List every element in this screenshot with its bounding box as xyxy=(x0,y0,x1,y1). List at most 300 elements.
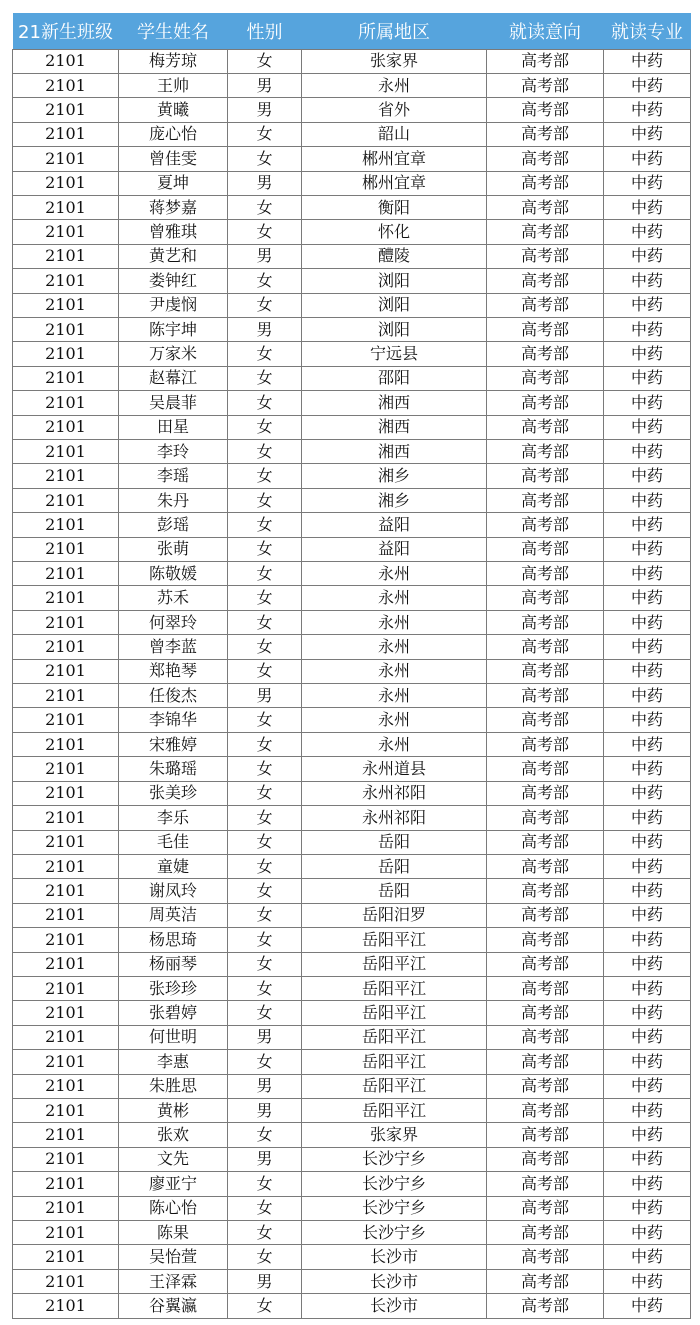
student-roster-sheet xyxy=(12,13,690,1319)
intent-cell: 高考部 xyxy=(487,293,604,317)
student-name-cell: 张珍珍 xyxy=(119,976,228,1000)
intent-cell: 高考部 xyxy=(487,1196,604,1220)
table-row xyxy=(13,147,691,171)
gender-cell: 男 xyxy=(228,1147,302,1171)
class-cell: 2101 xyxy=(13,1098,119,1122)
major-cell: 中药 xyxy=(604,122,691,146)
table-row xyxy=(13,610,691,634)
student-name-cell: 张萌 xyxy=(119,537,228,561)
table-row xyxy=(13,732,691,756)
student-name-cell: 曾雅琪 xyxy=(119,220,228,244)
region-cell: 长沙宁乡 xyxy=(302,1147,487,1171)
class-cell: 2101 xyxy=(13,659,119,683)
gender-cell: 女 xyxy=(228,635,302,659)
gender-cell: 女 xyxy=(228,440,302,464)
table-row xyxy=(13,1294,691,1318)
gender-cell: 男 xyxy=(228,171,302,195)
region-cell: 湘西 xyxy=(302,440,487,464)
student-name-cell: 何世明 xyxy=(119,1025,228,1049)
gender-cell: 女 xyxy=(228,1050,302,1074)
intent-cell: 高考部 xyxy=(487,976,604,1000)
region-cell: 永州 xyxy=(302,562,487,586)
table-row xyxy=(13,513,691,537)
class-cell: 2101 xyxy=(13,806,119,830)
gender-cell: 女 xyxy=(228,830,302,854)
class-cell: 2101 xyxy=(13,879,119,903)
gender-cell: 女 xyxy=(228,366,302,390)
class-cell: 2101 xyxy=(13,269,119,293)
table-row xyxy=(13,1221,691,1245)
major-cell: 中药 xyxy=(604,98,691,122)
region-cell: 永州祁阳 xyxy=(302,781,487,805)
intent-cell: 高考部 xyxy=(487,781,604,805)
major-cell: 中药 xyxy=(604,1025,691,1049)
region-cell: 岳阳平江 xyxy=(302,1074,487,1098)
student-name-cell: 尹虔悯 xyxy=(119,293,228,317)
gender-cell: 女 xyxy=(228,781,302,805)
class-cell: 2101 xyxy=(13,635,119,659)
major-cell: 中药 xyxy=(604,928,691,952)
intent-cell: 高考部 xyxy=(487,1050,604,1074)
intent-cell: 高考部 xyxy=(487,1147,604,1171)
student-name-cell: 李乐 xyxy=(119,806,228,830)
table-row xyxy=(13,879,691,903)
gender-cell: 女 xyxy=(228,1001,302,1025)
region-cell: 永州 xyxy=(302,732,487,756)
region-cell: 岳阳平江 xyxy=(302,928,487,952)
table-row xyxy=(13,1025,691,1049)
region-cell: 长沙宁乡 xyxy=(302,1221,487,1245)
class-cell: 2101 xyxy=(13,1294,119,1318)
student-name-cell: 陈果 xyxy=(119,1221,228,1245)
student-name-cell: 夏坤 xyxy=(119,171,228,195)
gender-cell: 女 xyxy=(228,1245,302,1269)
table-row xyxy=(13,562,691,586)
class-cell: 2101 xyxy=(13,1269,119,1293)
student-name-cell: 苏禾 xyxy=(119,586,228,610)
header-major: 就读专业 xyxy=(611,21,683,43)
intent-cell: 高考部 xyxy=(487,952,604,976)
gender-cell: 男 xyxy=(228,73,302,97)
region-cell: 永州 xyxy=(302,586,487,610)
region-cell: 浏阳 xyxy=(302,269,487,293)
class-cell: 2101 xyxy=(13,854,119,878)
student-name-cell: 张欢 xyxy=(119,1123,228,1147)
intent-cell: 高考部 xyxy=(487,1074,604,1098)
table-row xyxy=(13,195,691,219)
intent-cell: 高考部 xyxy=(487,415,604,439)
table-row xyxy=(13,635,691,659)
intent-cell: 高考部 xyxy=(487,732,604,756)
gender-cell: 女 xyxy=(228,415,302,439)
table-row xyxy=(13,1074,691,1098)
major-cell: 中药 xyxy=(604,171,691,195)
region-cell: 永州 xyxy=(302,659,487,683)
major-cell: 中药 xyxy=(604,854,691,878)
intent-cell: 高考部 xyxy=(487,635,604,659)
intent-cell: 高考部 xyxy=(487,806,604,830)
table-row xyxy=(13,171,691,195)
gender-cell: 女 xyxy=(228,122,302,146)
student-name-cell: 朱璐瑶 xyxy=(119,757,228,781)
class-cell: 2101 xyxy=(13,391,119,415)
table-row xyxy=(13,1001,691,1025)
gender-cell: 女 xyxy=(228,952,302,976)
table-row xyxy=(13,49,691,73)
region-cell: 长沙宁乡 xyxy=(302,1196,487,1220)
student-name-cell: 杨丽琴 xyxy=(119,952,228,976)
table-row xyxy=(13,659,691,683)
region-cell: 湘西 xyxy=(302,415,487,439)
table-row xyxy=(13,342,691,366)
student-name-cell: 张美珍 xyxy=(119,781,228,805)
table-row xyxy=(13,1123,691,1147)
class-cell: 2101 xyxy=(13,342,119,366)
class-cell: 2101 xyxy=(13,195,119,219)
intent-cell: 高考部 xyxy=(487,1172,604,1196)
student-name-cell: 童婕 xyxy=(119,854,228,878)
student-name-cell: 娄钟红 xyxy=(119,269,228,293)
header-intent: 就读意向 xyxy=(509,21,581,43)
table-row xyxy=(13,440,691,464)
student-name-cell: 吴怡萱 xyxy=(119,1245,228,1269)
student-name-cell: 朱胜思 xyxy=(119,1074,228,1098)
major-cell: 中药 xyxy=(604,1172,691,1196)
region-cell: 宁远县 xyxy=(302,342,487,366)
table-row xyxy=(13,952,691,976)
class-cell: 2101 xyxy=(13,1050,119,1074)
student-name-cell: 黄曦 xyxy=(119,98,228,122)
student-roster-table xyxy=(12,13,691,1319)
table-row xyxy=(13,98,691,122)
header-class: 21新生班级 xyxy=(18,21,113,43)
major-cell: 中药 xyxy=(604,732,691,756)
gender-cell: 女 xyxy=(228,854,302,878)
header-region: 所属地区 xyxy=(358,21,430,43)
table-row xyxy=(13,806,691,830)
region-cell: 张家界 xyxy=(302,49,487,73)
class-cell: 2101 xyxy=(13,317,119,341)
gender-cell: 女 xyxy=(228,1221,302,1245)
table-row xyxy=(13,976,691,1000)
intent-cell: 高考部 xyxy=(487,928,604,952)
gender-cell: 女 xyxy=(228,537,302,561)
gender-cell: 女 xyxy=(228,610,302,634)
intent-cell: 高考部 xyxy=(487,537,604,561)
header-student-name: 学生姓名 xyxy=(137,21,209,43)
student-name-cell: 杨思琦 xyxy=(119,928,228,952)
table-row xyxy=(13,366,691,390)
major-cell: 中药 xyxy=(604,635,691,659)
region-cell: 永州道县 xyxy=(302,757,487,781)
class-cell: 2101 xyxy=(13,73,119,97)
intent-cell: 高考部 xyxy=(487,391,604,415)
region-cell: 永州 xyxy=(302,684,487,708)
header-row xyxy=(13,13,691,49)
major-cell: 中药 xyxy=(604,1196,691,1220)
gender-cell: 女 xyxy=(228,879,302,903)
major-cell: 中药 xyxy=(604,244,691,268)
student-name-cell: 蒋梦嘉 xyxy=(119,195,228,219)
region-cell: 岳阳 xyxy=(302,854,487,878)
region-cell: 省外 xyxy=(302,98,487,122)
major-cell: 中药 xyxy=(604,342,691,366)
table-row xyxy=(13,244,691,268)
table-row xyxy=(13,781,691,805)
region-cell: 郴州宜章 xyxy=(302,171,487,195)
region-cell: 长沙宁乡 xyxy=(302,1172,487,1196)
intent-cell: 高考部 xyxy=(487,122,604,146)
student-name-cell: 陈宇坤 xyxy=(119,317,228,341)
student-name-cell: 谢凤玲 xyxy=(119,879,228,903)
intent-cell: 高考部 xyxy=(487,879,604,903)
gender-cell: 女 xyxy=(228,659,302,683)
table-row xyxy=(13,1269,691,1293)
major-cell: 中药 xyxy=(604,708,691,732)
major-cell: 中药 xyxy=(604,757,691,781)
student-name-cell: 李锦华 xyxy=(119,708,228,732)
region-cell: 湘乡 xyxy=(302,464,487,488)
intent-cell: 高考部 xyxy=(487,1098,604,1122)
class-cell: 2101 xyxy=(13,830,119,854)
gender-cell: 男 xyxy=(228,1269,302,1293)
table-row xyxy=(13,757,691,781)
table-row xyxy=(13,586,691,610)
table-row xyxy=(13,830,691,854)
roster-body xyxy=(13,49,691,1318)
major-cell: 中药 xyxy=(604,1123,691,1147)
gender-cell: 女 xyxy=(228,513,302,537)
major-cell: 中药 xyxy=(604,781,691,805)
major-cell: 中药 xyxy=(604,1098,691,1122)
gender-cell: 男 xyxy=(228,1074,302,1098)
gender-cell: 女 xyxy=(228,732,302,756)
class-cell: 2101 xyxy=(13,586,119,610)
table-row xyxy=(13,854,691,878)
intent-cell: 高考部 xyxy=(487,1294,604,1318)
intent-cell: 高考部 xyxy=(487,1123,604,1147)
class-cell: 2101 xyxy=(13,147,119,171)
gender-cell: 女 xyxy=(228,708,302,732)
class-cell: 2101 xyxy=(13,610,119,634)
intent-cell: 高考部 xyxy=(487,708,604,732)
student-name-cell: 吴晨菲 xyxy=(119,391,228,415)
class-cell: 2101 xyxy=(13,684,119,708)
intent-cell: 高考部 xyxy=(487,854,604,878)
major-cell: 中药 xyxy=(604,1147,691,1171)
major-cell: 中药 xyxy=(604,659,691,683)
region-cell: 长沙市 xyxy=(302,1294,487,1318)
gender-cell: 男 xyxy=(228,244,302,268)
major-cell: 中药 xyxy=(604,293,691,317)
class-cell: 2101 xyxy=(13,513,119,537)
intent-cell: 高考部 xyxy=(487,1245,604,1269)
major-cell: 中药 xyxy=(604,537,691,561)
intent-cell: 高考部 xyxy=(487,1221,604,1245)
student-name-cell: 谷翼瀛 xyxy=(119,1294,228,1318)
gender-cell: 女 xyxy=(228,928,302,952)
major-cell: 中药 xyxy=(604,1221,691,1245)
class-cell: 2101 xyxy=(13,903,119,927)
class-cell: 2101 xyxy=(13,220,119,244)
major-cell: 中药 xyxy=(604,1001,691,1025)
student-name-cell: 李瑶 xyxy=(119,464,228,488)
region-cell: 怀化 xyxy=(302,220,487,244)
major-cell: 中药 xyxy=(604,903,691,927)
region-cell: 张家界 xyxy=(302,1123,487,1147)
class-cell: 2101 xyxy=(13,928,119,952)
class-cell: 2101 xyxy=(13,1123,119,1147)
intent-cell: 高考部 xyxy=(487,98,604,122)
student-name-cell: 曾佳雯 xyxy=(119,147,228,171)
class-cell: 2101 xyxy=(13,1196,119,1220)
class-cell: 2101 xyxy=(13,366,119,390)
student-name-cell: 李惠 xyxy=(119,1050,228,1074)
major-cell: 中药 xyxy=(604,220,691,244)
intent-cell: 高考部 xyxy=(487,830,604,854)
region-cell: 岳阳汨罗 xyxy=(302,903,487,927)
student-name-cell: 何翠玲 xyxy=(119,610,228,634)
table-row xyxy=(13,220,691,244)
intent-cell: 高考部 xyxy=(487,659,604,683)
table-row xyxy=(13,1245,691,1269)
major-cell: 中药 xyxy=(604,806,691,830)
region-cell: 益阳 xyxy=(302,537,487,561)
region-cell: 韶山 xyxy=(302,122,487,146)
intent-cell: 高考部 xyxy=(487,1001,604,1025)
student-name-cell: 黄彬 xyxy=(119,1098,228,1122)
gender-cell: 男 xyxy=(228,1098,302,1122)
intent-cell: 高考部 xyxy=(487,440,604,464)
intent-cell: 高考部 xyxy=(487,49,604,73)
region-cell: 岳阳平江 xyxy=(302,952,487,976)
class-cell: 2101 xyxy=(13,1172,119,1196)
gender-cell: 女 xyxy=(228,586,302,610)
major-cell: 中药 xyxy=(604,586,691,610)
table-row xyxy=(13,537,691,561)
major-cell: 中药 xyxy=(604,147,691,171)
intent-cell: 高考部 xyxy=(487,269,604,293)
major-cell: 中药 xyxy=(604,464,691,488)
region-cell: 岳阳 xyxy=(302,879,487,903)
class-cell: 2101 xyxy=(13,464,119,488)
student-name-cell: 王帅 xyxy=(119,73,228,97)
intent-cell: 高考部 xyxy=(487,171,604,195)
gender-cell: 女 xyxy=(228,976,302,1000)
major-cell: 中药 xyxy=(604,610,691,634)
class-cell: 2101 xyxy=(13,1074,119,1098)
intent-cell: 高考部 xyxy=(487,562,604,586)
major-cell: 中药 xyxy=(604,488,691,512)
major-cell: 中药 xyxy=(604,684,691,708)
class-cell: 2101 xyxy=(13,1025,119,1049)
major-cell: 中药 xyxy=(604,1269,691,1293)
gender-cell: 男 xyxy=(228,98,302,122)
student-name-cell: 李玲 xyxy=(119,440,228,464)
gender-cell: 女 xyxy=(228,1294,302,1318)
table-row xyxy=(13,928,691,952)
region-cell: 永州 xyxy=(302,73,487,97)
intent-cell: 高考部 xyxy=(487,342,604,366)
table-row xyxy=(13,415,691,439)
gender-cell: 女 xyxy=(228,293,302,317)
major-cell: 中药 xyxy=(604,366,691,390)
class-cell: 2101 xyxy=(13,1147,119,1171)
intent-cell: 高考部 xyxy=(487,147,604,171)
gender-cell: 女 xyxy=(228,342,302,366)
major-cell: 中药 xyxy=(604,1074,691,1098)
class-cell: 2101 xyxy=(13,952,119,976)
table-row xyxy=(13,317,691,341)
student-name-cell: 庞心怡 xyxy=(119,122,228,146)
table-row xyxy=(13,1196,691,1220)
intent-cell: 高考部 xyxy=(487,366,604,390)
table-row xyxy=(13,464,691,488)
class-cell: 2101 xyxy=(13,171,119,195)
gender-cell: 女 xyxy=(228,1172,302,1196)
class-cell: 2101 xyxy=(13,415,119,439)
student-name-cell: 任俊杰 xyxy=(119,684,228,708)
table-row xyxy=(13,73,691,97)
student-name-cell: 陈心怡 xyxy=(119,1196,228,1220)
major-cell: 中药 xyxy=(604,317,691,341)
gender-cell: 女 xyxy=(228,562,302,586)
student-name-cell: 廖亚宁 xyxy=(119,1172,228,1196)
gender-cell: 女 xyxy=(228,464,302,488)
region-cell: 长沙市 xyxy=(302,1245,487,1269)
class-cell: 2101 xyxy=(13,537,119,561)
gender-cell: 女 xyxy=(228,806,302,830)
student-name-cell: 郑艳琴 xyxy=(119,659,228,683)
major-cell: 中药 xyxy=(604,976,691,1000)
major-cell: 中药 xyxy=(604,195,691,219)
gender-cell: 女 xyxy=(228,147,302,171)
class-cell: 2101 xyxy=(13,732,119,756)
student-name-cell: 黄艺和 xyxy=(119,244,228,268)
student-name-cell: 文先 xyxy=(119,1147,228,1171)
major-cell: 中药 xyxy=(604,1294,691,1318)
region-cell: 岳阳平江 xyxy=(302,1025,487,1049)
student-name-cell: 曾李蓝 xyxy=(119,635,228,659)
table-row xyxy=(13,1098,691,1122)
gender-cell: 女 xyxy=(228,220,302,244)
region-cell: 衡阳 xyxy=(302,195,487,219)
gender-cell: 男 xyxy=(228,1025,302,1049)
table-row xyxy=(13,708,691,732)
intent-cell: 高考部 xyxy=(487,586,604,610)
table-row xyxy=(13,903,691,927)
region-cell: 长沙市 xyxy=(302,1269,487,1293)
class-cell: 2101 xyxy=(13,244,119,268)
major-cell: 中药 xyxy=(604,952,691,976)
major-cell: 中药 xyxy=(604,73,691,97)
student-name-cell: 张碧婷 xyxy=(119,1001,228,1025)
table-row xyxy=(13,122,691,146)
major-cell: 中药 xyxy=(604,830,691,854)
table-row xyxy=(13,1050,691,1074)
gender-cell: 女 xyxy=(228,391,302,415)
gender-cell: 女 xyxy=(228,1123,302,1147)
major-cell: 中药 xyxy=(604,391,691,415)
student-name-cell: 朱丹 xyxy=(119,488,228,512)
student-name-cell: 毛佳 xyxy=(119,830,228,854)
class-cell: 2101 xyxy=(13,1245,119,1269)
class-cell: 2101 xyxy=(13,1221,119,1245)
header-gender: 性别 xyxy=(246,21,283,43)
intent-cell: 高考部 xyxy=(487,317,604,341)
intent-cell: 高考部 xyxy=(487,244,604,268)
student-name-cell: 陈敬媛 xyxy=(119,562,228,586)
